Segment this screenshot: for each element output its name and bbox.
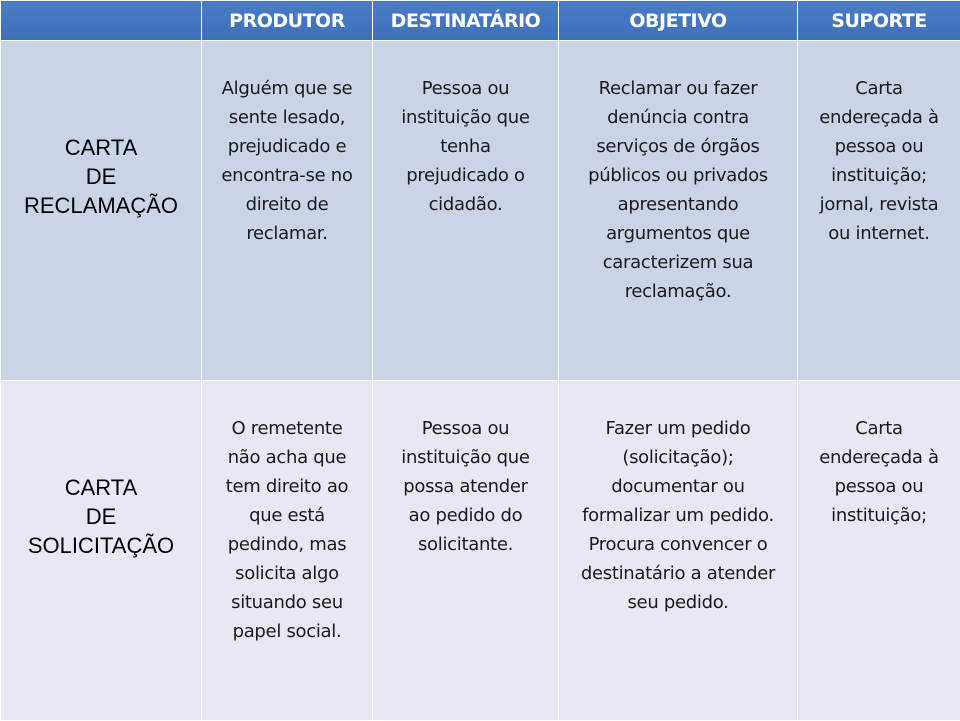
- cell-line: O remetente: [208, 414, 366, 443]
- cell-line: que está: [208, 501, 366, 530]
- cell-suporte-solicitacao: [798, 381, 960, 721]
- cell-line: ao pedido do: [379, 501, 552, 530]
- cell-line: denúncia contra: [565, 103, 791, 132]
- cell-line: prejudicado o: [379, 161, 552, 190]
- cell-line: caracterizem sua: [565, 248, 791, 277]
- cell-line: endereçada à: [804, 103, 954, 132]
- row-title-line: CARTA: [1, 473, 201, 502]
- cell-line: não acha que: [208, 443, 366, 472]
- cell-line: instituição;: [804, 501, 954, 530]
- row-title-solicitacao: [1, 381, 202, 721]
- cell-line: sente lesado,: [208, 103, 366, 132]
- cell-line: instituição que: [379, 443, 552, 472]
- cell-line: cidadão.: [379, 190, 552, 219]
- cell-line: pessoa ou: [804, 472, 954, 501]
- cell-line: apresentando: [565, 190, 791, 219]
- cell-objetivo-reclamacao: [559, 41, 798, 381]
- cell-line: endereçada à: [804, 443, 954, 472]
- row-title-line: DE: [1, 502, 201, 531]
- cell-line: Fazer um pedido: [565, 414, 791, 443]
- header-objetivo: OBJETIVO: [559, 1, 798, 41]
- cell-line: formalizar um pedido.: [565, 501, 791, 530]
- cell-line: solicita algo: [208, 559, 366, 588]
- header-destinatario: DESTINATÁRIO: [373, 1, 559, 41]
- cell-line: pessoa ou: [804, 132, 954, 161]
- cell-line: encontra-se no: [208, 161, 366, 190]
- cell-line: pedindo, mas: [208, 530, 366, 559]
- cell-line: reclamar.: [208, 219, 366, 248]
- row-title-reclamacao: [1, 41, 202, 381]
- cell-line: prejudicado e: [208, 132, 366, 161]
- cell-line: (solicitação);: [565, 443, 791, 472]
- header-row: [1, 1, 960, 41]
- table-row-solicitacao: [1, 381, 960, 721]
- header-corner-cell: [1, 1, 202, 41]
- cell-line: Procura convencer o: [565, 530, 791, 559]
- cell-line: possa atender: [379, 472, 552, 501]
- row-title-line: CARTA: [1, 133, 201, 162]
- cell-line: destinatário a atender: [565, 559, 791, 588]
- cell-produtor-solicitacao: [202, 381, 373, 721]
- header-produtor: PRODUTOR: [202, 1, 373, 41]
- cell-line: solicitante.: [379, 530, 552, 559]
- cell-produtor-reclamacao: [202, 41, 373, 381]
- cell-line: Carta: [804, 414, 954, 443]
- cell-line: documentar ou: [565, 472, 791, 501]
- row-title-line: SOLICITAÇÃO: [1, 531, 201, 560]
- cell-line: seu pedido.: [565, 588, 791, 617]
- cell-line: direito de: [208, 190, 366, 219]
- cell-line: Pessoa ou: [379, 74, 552, 103]
- cell-destinatario-reclamacao: [373, 41, 559, 381]
- cell-line: tenha: [379, 132, 552, 161]
- cell-line: Pessoa ou: [379, 414, 552, 443]
- cell-line: ou internet.: [804, 219, 954, 248]
- cell-objetivo-solicitacao: [559, 381, 798, 721]
- cell-line: instituição;: [804, 161, 954, 190]
- cell-line: Carta: [804, 74, 954, 103]
- cell-line: tem direito ao: [208, 472, 366, 501]
- cell-line: papel social.: [208, 617, 366, 646]
- cell-line: reclamação.: [565, 277, 791, 306]
- cell-suporte-reclamacao: [798, 41, 960, 381]
- cell-line: argumentos que: [565, 219, 791, 248]
- cell-line: instituição que: [379, 103, 552, 132]
- cell-line: públicos ou privados: [565, 161, 791, 190]
- cell-line: Reclamar ou fazer: [565, 74, 791, 103]
- cell-line: situando seu: [208, 588, 366, 617]
- row-title-line: DE: [1, 162, 201, 191]
- row-title-line: RECLAMAÇÃO: [1, 191, 201, 220]
- cell-line: serviços de órgãos: [565, 132, 791, 161]
- header-suporte: SUPORTE: [798, 1, 960, 41]
- cell-destinatario-solicitacao: [373, 381, 559, 721]
- table-row-reclamacao: [1, 41, 960, 381]
- cell-line: Alguém que se: [208, 74, 366, 103]
- cell-line: jornal, revista: [804, 190, 954, 219]
